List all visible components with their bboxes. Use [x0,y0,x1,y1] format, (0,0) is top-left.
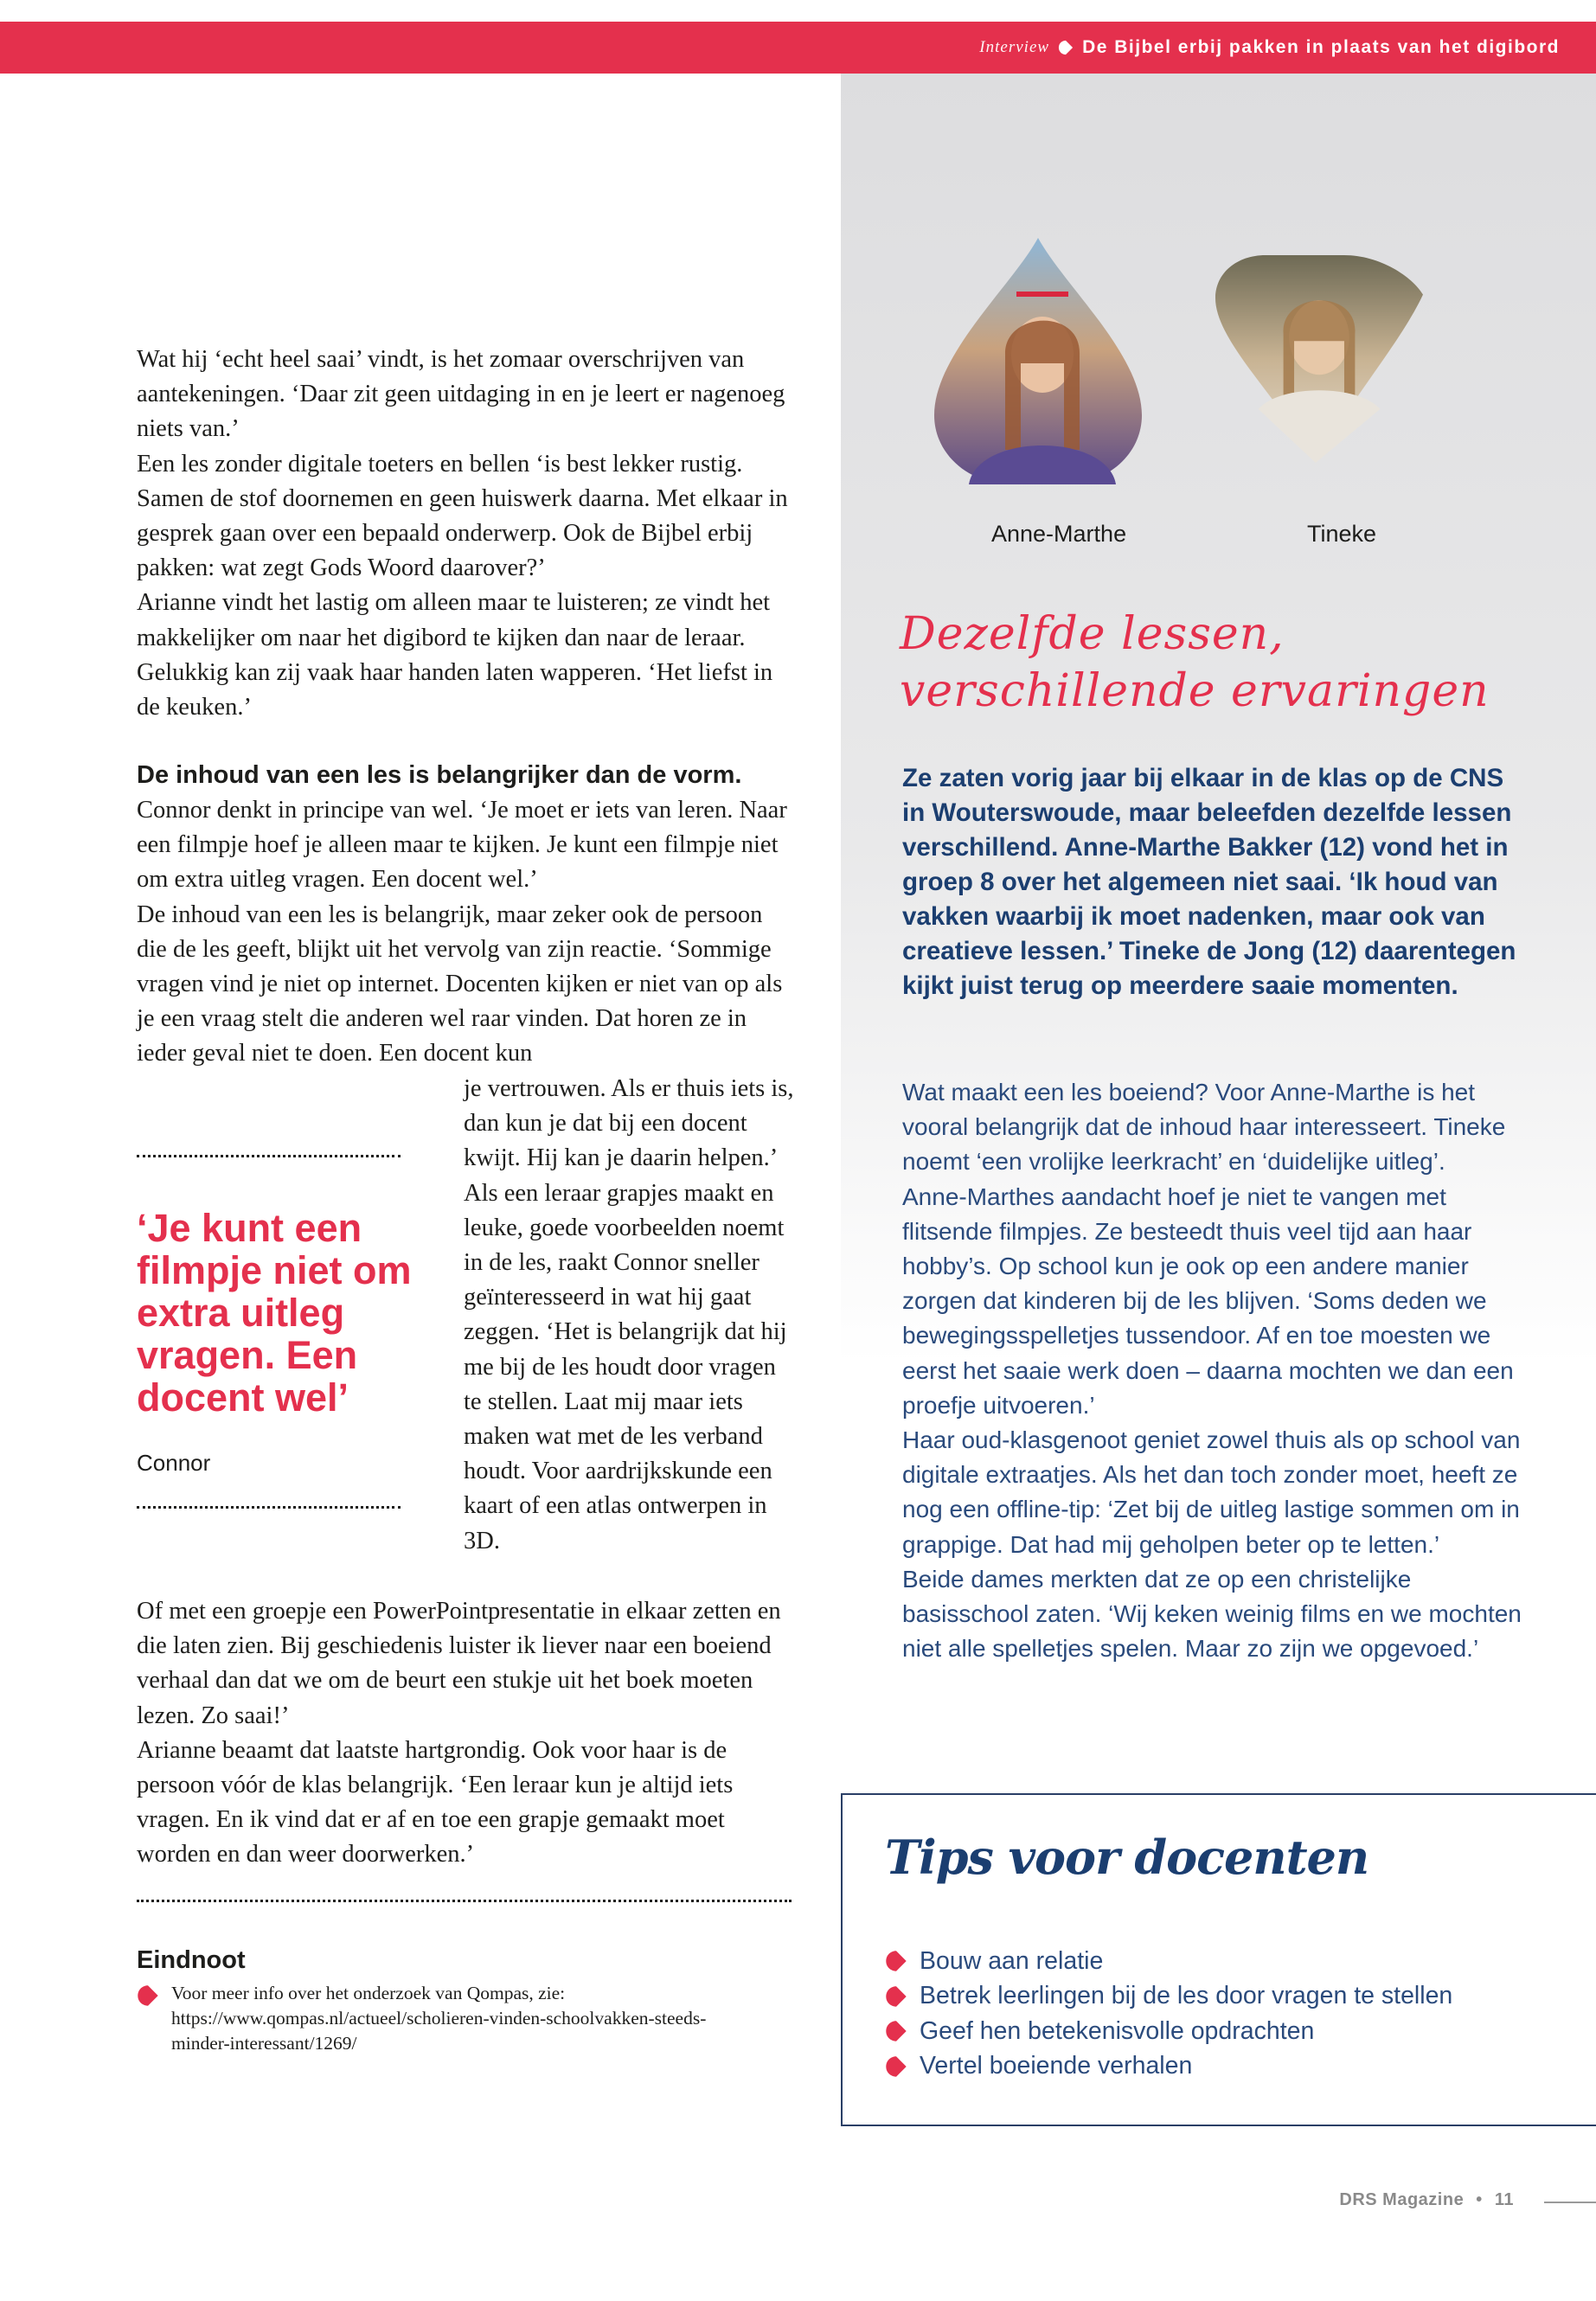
sidebar-intro: Ze zaten vorig jaar bij elkaar in de klas op de CNS in Wouterswoude, maar beleefden dezelfde lessen verschillend. Anne-Marthe Bakker (12) vond het in groep 8 over het algemeen niet saai. ‘Ik houd van vakken waarbij ik moet nadenken, maar ook van creatieve lessen.’ Tineke de Jong (12) daarentegen kijkt juist terug op meerdere saaie momenten. [902,764,1516,1000]
tip-text: Betrek leerlingen bij de les door vragen te stellen [920,1982,1453,2010]
endnote-text: Voor meer info over het onderzoek van Qompas, zie: https://www.qompas.nl/actueel/scholieren-vinden-schoolvakken-steeds-minder-interessant/1269/ [171,1983,707,2054]
pull-quote-author: Connor [137,1450,211,1476]
paragraph: Beide dames merkten dat ze op een christelijke basisschool zaten. ‘Wij keken weinig films en we mochten niet alle spelletjes spelen. Maar zo zijn we opgevoed.’ [902,1565,1522,1663]
sidebar-body [902,1075,1525,1666]
footer-rule [1544,2202,1596,2203]
endnote-title: Eindnoot [137,1946,246,1974]
tips-list [885,1944,1452,2084]
list-item [885,1944,1452,1979]
page-number: 11 [1494,2190,1514,2209]
paragraph: Haar oud-klasgenoot geniet zowel thuis als op school van digitale extraatjes. Als het dan toch zonder moet, heeft ze nog een offline-tip: ‘Zet bij de uitleg lastige sommen om in grappige. Dat had mij geholpen beter op te letten.’ [902,1426,1521,1558]
header-bar [0,22,1596,74]
page-footer [1339,2190,1514,2210]
paragraph: Als een leraar grapjes maakt en leuke, goede voorbeelden noemt in de les, raakt Connor sneller geïnteresseerd in wat hij gaat zeggen. ‘Het is belangrijk dat hij me bij de les houdt door vragen te stellen. Laat mij maar iets maken wat met de les verband houdt. Voor aardrijkskunde een kaart of een atlas ontwerpen in 3D. [464,1179,787,1554]
list-item [885,2014,1452,2049]
paragraph: Anne-Marthes aandacht hoef je niet te vangen met flitsende filmpjes. Ze besteedt thuis veel tijd aan haar hobby’s. Op school kun je ook op een andere manier zorgen dat kinderen bij de les blijven. ‘Soms deden we bewegingsspelletjes tussendoor. Af en toe moesten we eerst het saaie werk doen – daarna mochten we dan een proefje uitvoeren.’ [902,1183,1514,1419]
magazine-name: DRS Magazine [1339,2190,1465,2209]
article-body-top [137,343,794,725]
portrait-caption: Tineke [1307,521,1377,547]
drop-bullet-icon [1058,40,1074,55]
pull-quote: ‘Je kunt een filmpje niet om extra uitleg vragen. Een docent wel’ [137,1206,412,1420]
paragraph: je vertrouwen. Als er thuis iets is, dan kun je dat bij een docent kwijt. Hij kan je daarin helpen.’ [464,1075,794,1172]
footer-separator: • [1476,2190,1483,2209]
paragraph: Wat hij ‘echt heel saai’ vindt, is het zomaar overschrijven van aantekeningen. ‘Daar zit geen uitdaging in en je leert er nagenoeg niets van.’ [137,346,785,443]
paragraph: Arianne beaamt dat laatste hartgrondig. Ook voor haar is de persoon vóór de klas belangrijk. ‘Een leraar kun je altijd iets vragen. En ik vind dat er af en toe een grapje gemaakt moet worden en dan weer doorwerken.’ [137,1736,734,1868]
tip-text: Vertel boeiende verhalen [920,2052,1193,2080]
article-body-bottom [137,1594,794,1873]
drop-bullet-icon [137,1984,159,2007]
portrait-caption: Anne-Marthe [991,521,1127,547]
sidebar-heading: Dezelfde lessen, verschillende ervaringen [900,608,1490,717]
header-section: Interview [979,38,1050,56]
article-body-mid [137,793,794,1072]
drop-bullet-icon [885,2055,907,2078]
endnote [137,1981,725,2056]
portrait-tineke [1215,234,1423,484]
header-title: De Bijbel erbij pakken in plaats van het digibord [1082,37,1560,57]
portrait-anne-marthe [934,234,1142,484]
paragraph: Arianne vindt het lastig om alleen maar te luisteren; ze vindt het makkelijker om naar het digibord te kijken dan naar de leraar. Gelukkig kan zij vaak haar handen laten wapperen. ‘Het liefst in de keuken.’ [137,589,773,721]
drop-bullet-icon [885,1985,907,2008]
paragraph: Een les zonder digitale toeters en bellen ‘is best lekker rustig. Samen de stof doornemen en geen huiswerk daarna. Met elkaar in gesprek gaan over een bepaald onderwerp. Ook de Bijbel erbij pakken: wat zegt Gods Woord daarover?’ [137,450,788,582]
drop-bullet-icon [885,2020,907,2042]
article-subheading: De inhoud van een les is belangrijker dan de vorm. [137,761,742,789]
drop-bullet-icon [885,1950,907,1972]
article-body-narrow [464,1072,796,1559]
paragraph: Of met een groepje een PowerPointpresentatie in elkaar zetten en die laten zien. Bij geschiedenis luister ik liever naar een boeiend verhaal dan dat we om de beurt een stukje uit het boek moeten lezen. Zo saai!’ [137,1598,781,1729]
list-item [885,1979,1452,2015]
divider [137,1155,401,1157]
divider [137,1900,792,1902]
divider [137,1506,401,1509]
list-item [885,2049,1452,2085]
paragraph: Connor denkt in principe van wel. ‘Je moet er iets van leren. Naar een filmpje hoef je alleen maar te kijken. Je kunt een filmpje niet om extra uitleg vragen. Een docent wel.’ [137,797,787,894]
paragraph: Wat maakt een les boeiend? Voor Anne-Marthe is het vooral belangrijk dat de inhoud haar interesseert. Tineke noemt ‘een vrolijke leerkracht’ en ‘duidelijke uitleg’. [902,1079,1506,1176]
paragraph: De inhoud van een les is belangrijk, maar zeker ook de persoon die de les geeft, blijkt uit het vervolg van zijn reactie. ‘Sommige vragen vind je niet op internet. Docenten kijken er niet van op als je een vraag stelt die anderen wel raar vinden. Dat horen ze in ieder geval niet te doen. Een docent kun [137,901,783,1067]
tip-text: Bouw aan relatie [920,1946,1104,1975]
tip-text: Geef hen betekenisvolle opdrachten [920,2016,1315,2045]
tips-title: Tips voor docenten [885,1830,1369,1885]
